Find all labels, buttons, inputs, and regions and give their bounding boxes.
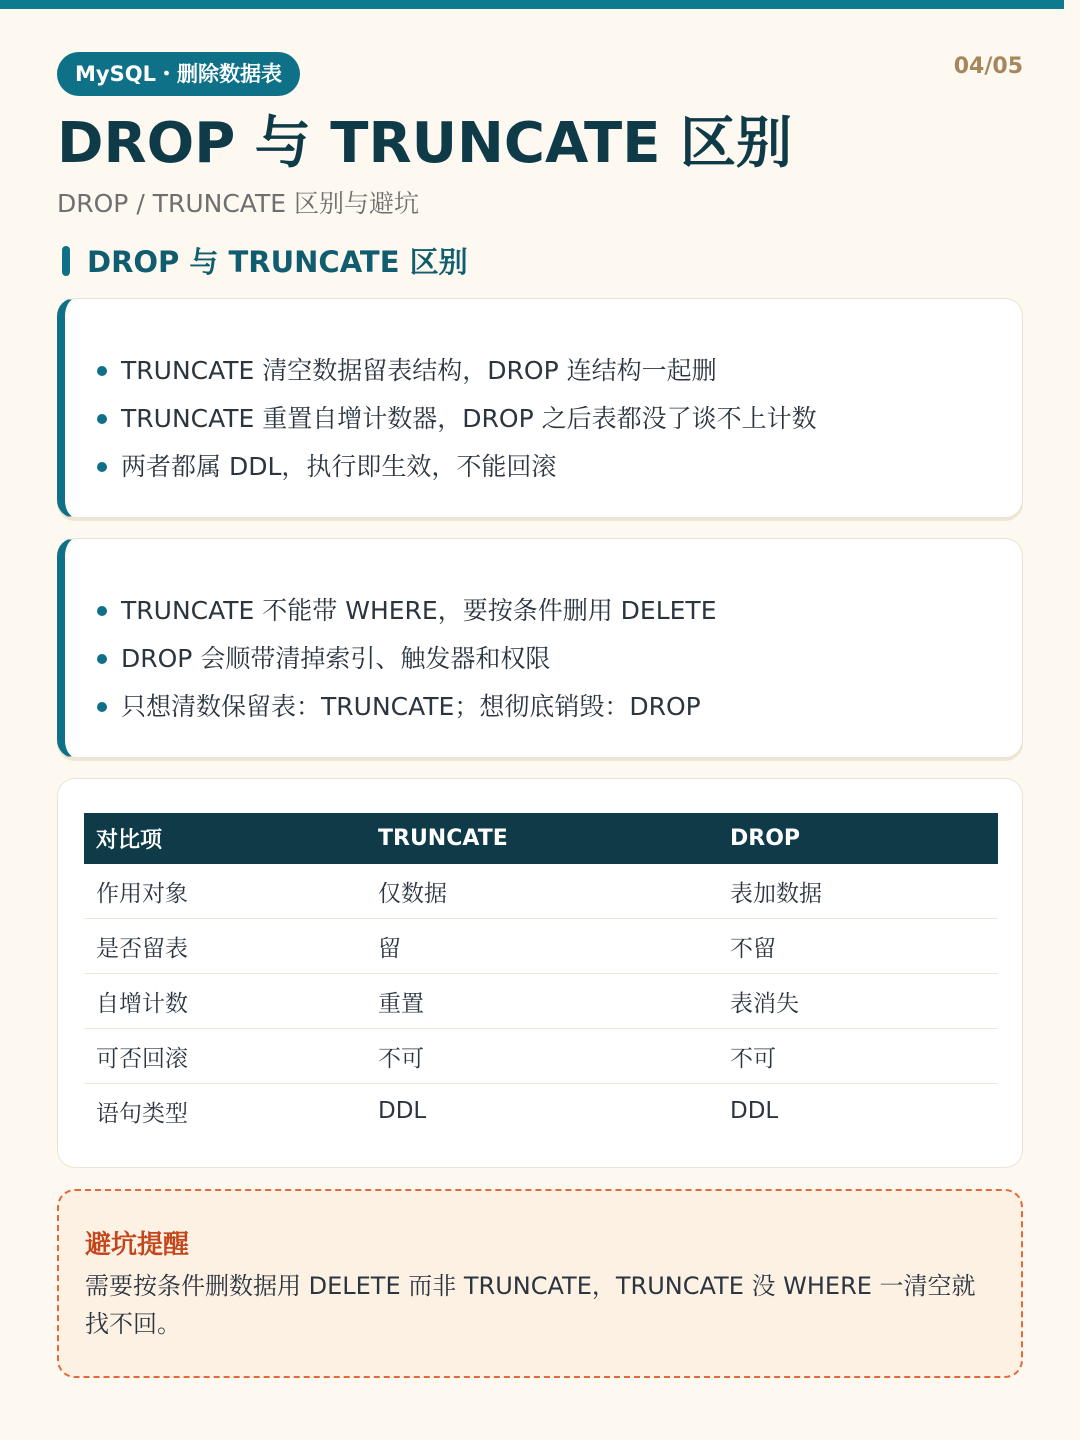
page-subtitle: DROP / TRUNCATE 区别与避坑 <box>57 189 419 218</box>
section-marker <box>62 246 70 276</box>
table-row <box>84 919 998 974</box>
table-cell: 作用对象 <box>84 864 366 919</box>
table-cell: 表消失 <box>718 974 998 1029</box>
table-cell: 不可 <box>366 1029 718 1084</box>
difference-card-1 <box>57 298 1023 518</box>
difference-card-2 <box>57 538 1023 758</box>
table-cell: 自增计数 <box>84 974 366 1029</box>
table-row <box>84 1084 998 1139</box>
table-cell: DDL <box>378 1098 427 1124</box>
bullet-list <box>65 299 1022 491</box>
table-cell: 留 <box>366 919 718 974</box>
table-header-cell: TRUNCATE <box>366 813 718 864</box>
table-cell: 重置 <box>366 974 718 1029</box>
warning-box <box>57 1189 1023 1378</box>
bullet-item: 两者都属 DDL，执行即生效，不能回滚 <box>97 443 1022 491</box>
bullet-item: DROP 会顺带清掉索引、触发器和权限 <box>97 635 1022 683</box>
table-cell: 仅数据 <box>366 864 718 919</box>
bullet-list <box>65 539 1022 731</box>
table-cell: 是否留表 <box>84 919 366 974</box>
table-cell: 不可 <box>718 1029 998 1084</box>
table-row <box>84 864 998 919</box>
table-row <box>84 1029 998 1084</box>
bullet-item: TRUNCATE 不能带 WHERE，要按条件删用 DELETE <box>97 587 1022 635</box>
table-cell: 不留 <box>718 919 998 974</box>
page-title: DROP 与 TRUNCATE 区别 <box>57 111 792 176</box>
bullet-item: 只想清数保留表：TRUNCATE；想彻底销毁：DROP <box>97 683 1022 731</box>
comparison-table-card <box>57 778 1023 1168</box>
top-accent-bar <box>0 0 1064 9</box>
table-cell: 可否回滚 <box>84 1029 366 1084</box>
table-row <box>84 974 998 1029</box>
comparison-table <box>84 813 998 1138</box>
table-cell: 语句类型 <box>96 1100 188 1127</box>
warning-title: 避坑提醒 <box>85 1230 190 1260</box>
bullet-item: TRUNCATE 清空数据留表结构，DROP 连结构一起删 <box>97 347 1022 395</box>
section-heading-text: DROP 与 TRUNCATE 区别 <box>87 245 468 279</box>
page-number: 04/05 <box>953 54 1023 79</box>
table-header-cell: DROP <box>718 813 998 864</box>
table-header-row <box>84 813 998 864</box>
table-header-cell: 对比项 <box>84 813 366 864</box>
bullet-item: TRUNCATE 重置自增计数器，DROP 之后表都没了谈不上计数 <box>97 395 1022 443</box>
topic-tag: MySQL・删除数据表 <box>57 52 300 96</box>
section-heading <box>62 240 468 281</box>
warning-body: 需要按条件删数据用 DELETE 而非 TRUNCATE，TRUNCATE 没 WHERE 一清空就找不回。 <box>85 1272 976 1338</box>
table-cell: 表加数据 <box>718 864 998 919</box>
table-cell: DDL <box>730 1098 779 1124</box>
